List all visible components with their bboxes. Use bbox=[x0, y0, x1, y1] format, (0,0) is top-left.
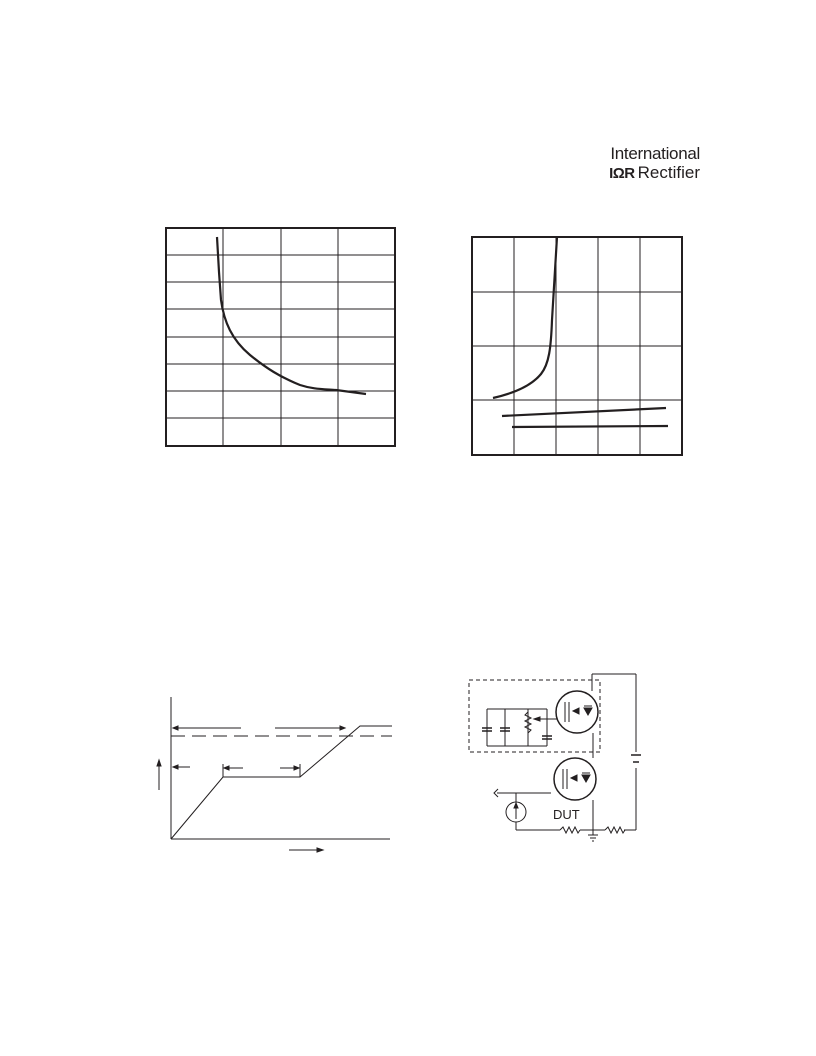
resistor-left-icon bbox=[560, 827, 580, 833]
figure-top-right-graph bbox=[472, 237, 682, 455]
arrow-head-up bbox=[157, 760, 161, 766]
mosfet-upper-symbol bbox=[565, 702, 592, 722]
graph-line-lower bbox=[512, 426, 668, 427]
figure-top-left-graph bbox=[166, 228, 395, 446]
graph-curve-steep bbox=[493, 237, 557, 398]
waveform-trace bbox=[171, 726, 392, 839]
graph-grid bbox=[166, 228, 395, 446]
graph-line-upper bbox=[502, 408, 666, 416]
graph-grid bbox=[472, 237, 682, 455]
arrow-head-right bbox=[317, 848, 323, 852]
capacitors bbox=[482, 728, 641, 762]
graph-curve bbox=[217, 237, 366, 394]
dut-label: DUT bbox=[553, 807, 580, 822]
waveform-dimension-arrows bbox=[173, 726, 345, 777]
ior-logo-mark: IΩR bbox=[609, 164, 635, 182]
resistor-right-icon bbox=[605, 827, 625, 833]
logo-text-international: International bbox=[610, 144, 700, 163]
logo-text-rectifier: Rectifier bbox=[637, 163, 700, 182]
wiper-arrow bbox=[534, 717, 540, 721]
ground-icon bbox=[588, 835, 598, 841]
figure-bottom-left-waveform bbox=[157, 697, 392, 852]
mosfet-lower-symbol bbox=[563, 769, 590, 789]
